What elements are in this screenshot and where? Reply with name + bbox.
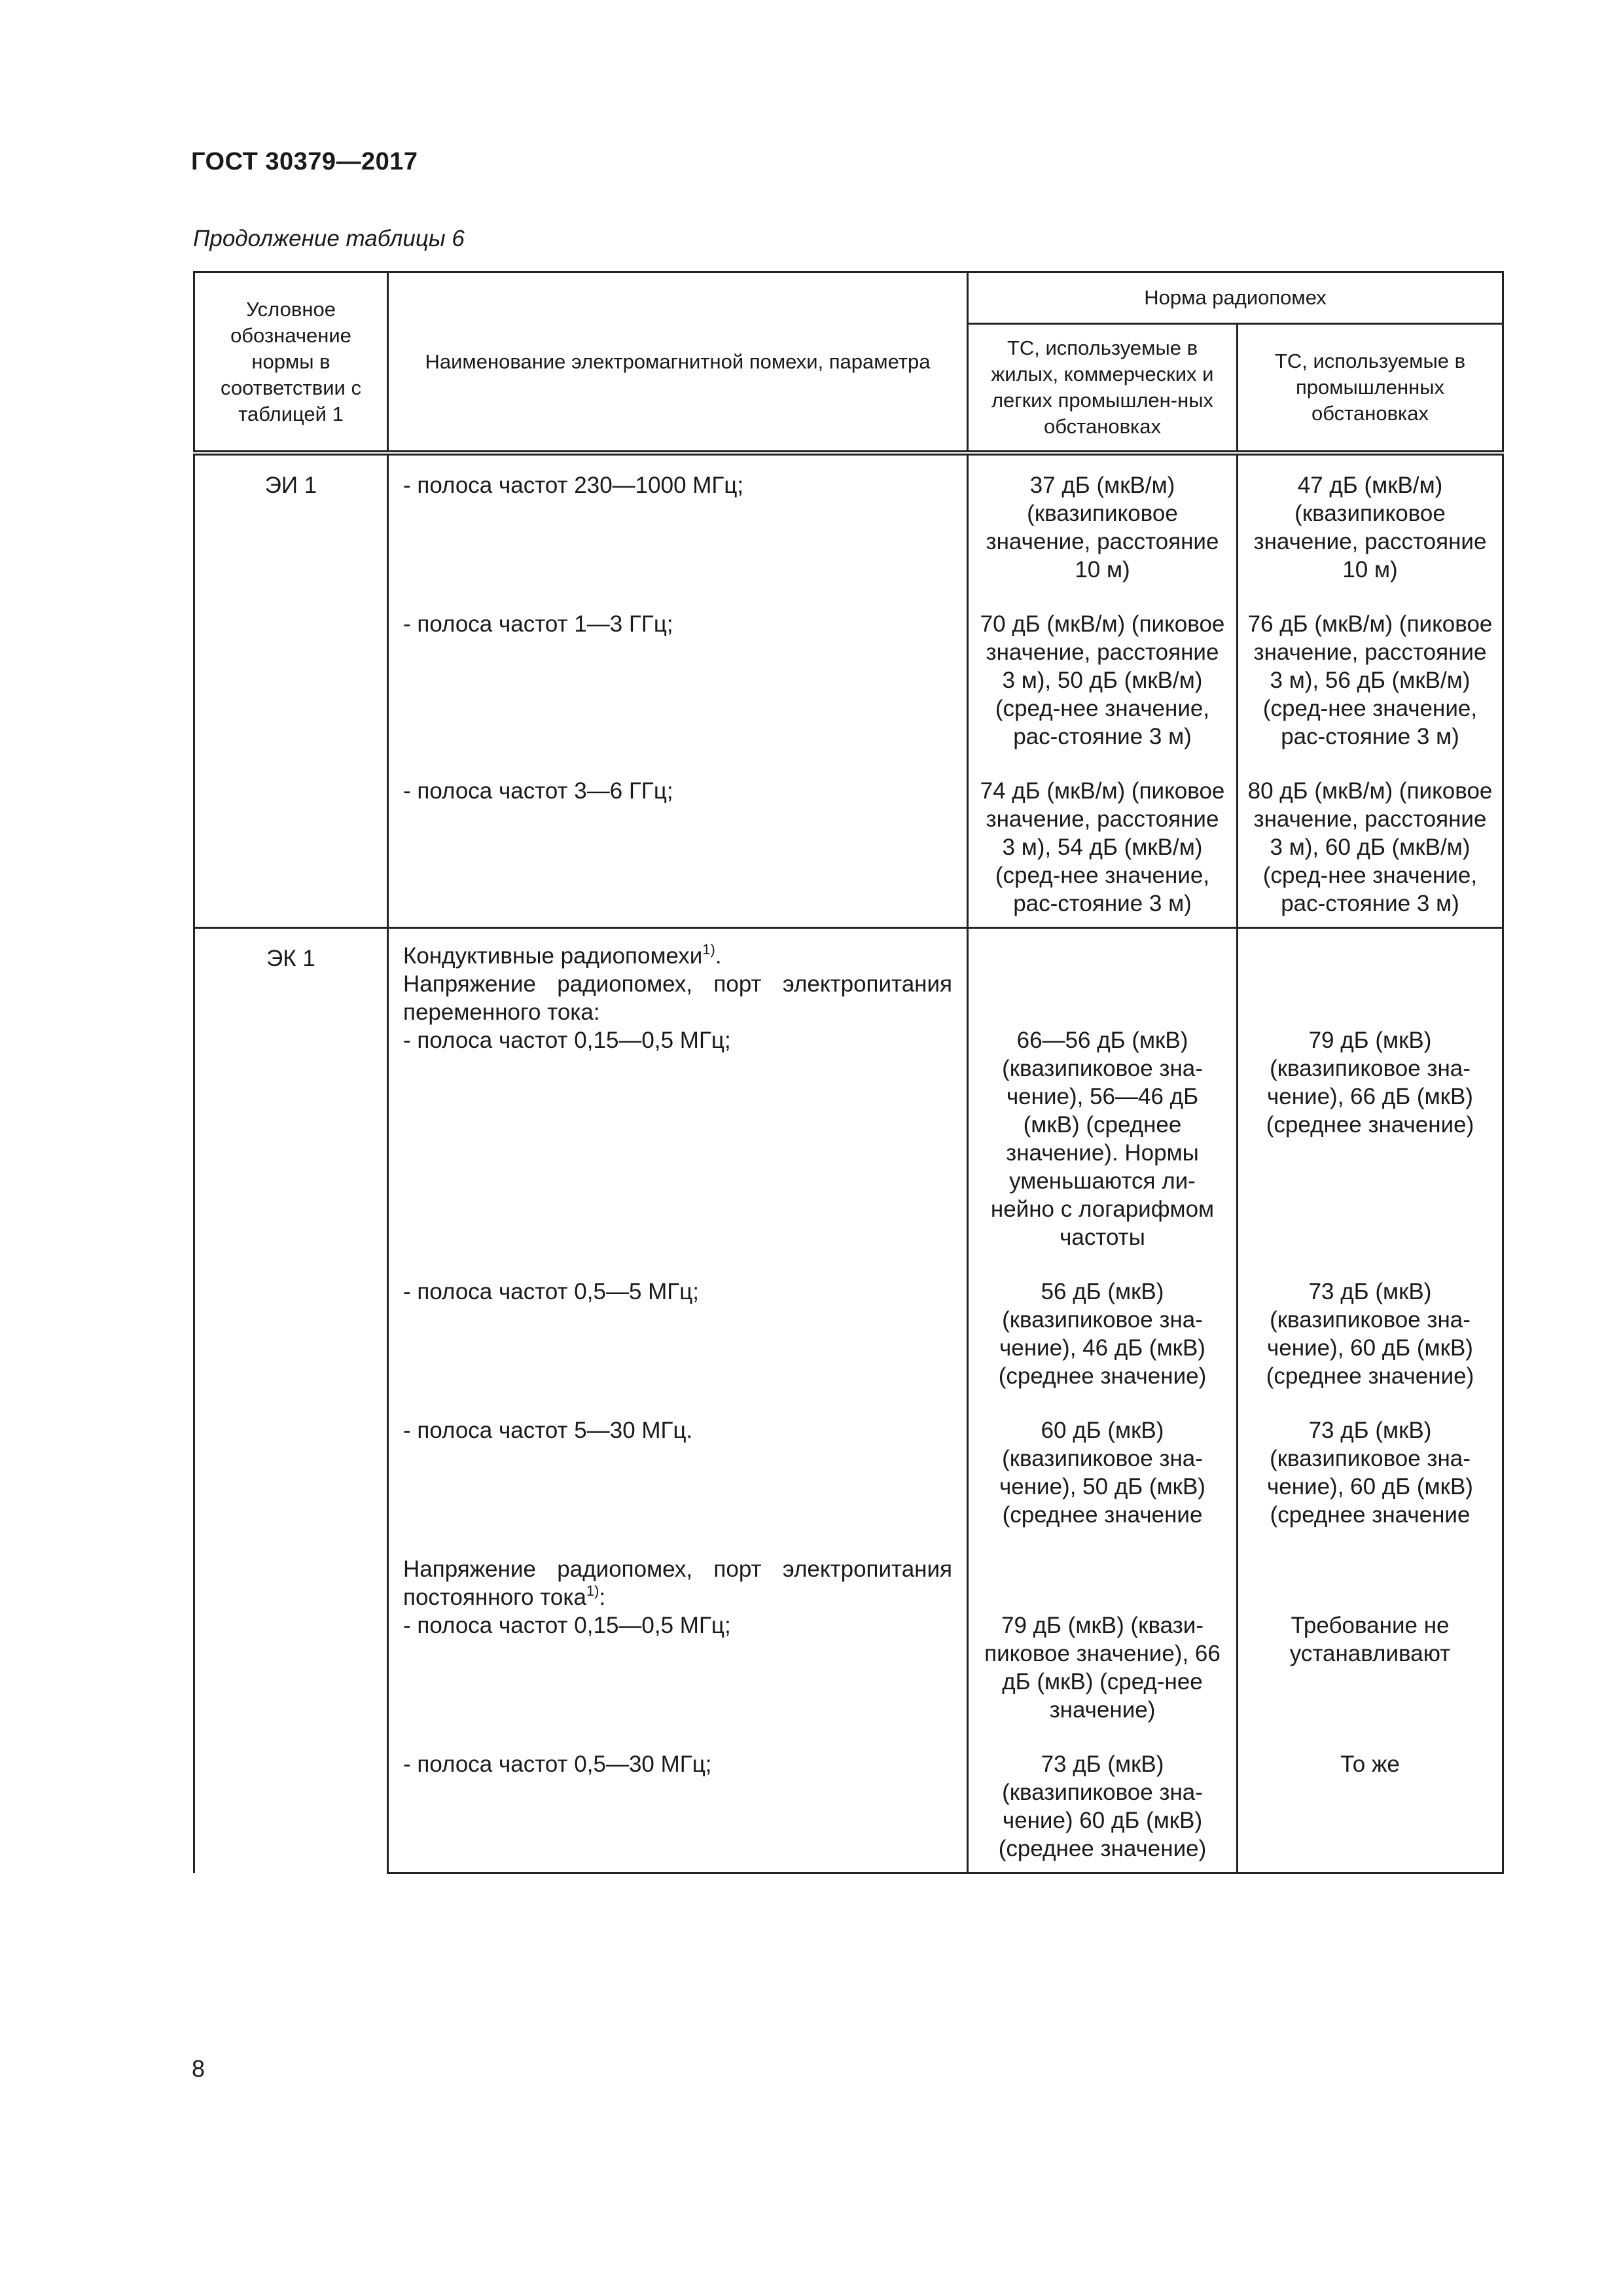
document-title: ГОСТ 30379—2017 bbox=[191, 148, 418, 175]
table-caption: Продолжение таблицы 6 bbox=[193, 226, 465, 251]
residential-value: 74 дБ (мкВ/м) (пиковое значение, расстояние 3 м), 54 дБ (мкВ/м) (сред-нее значение, рас-стояние 3 м) bbox=[980, 778, 1225, 916]
table-row bbox=[194, 1278, 1503, 1416]
header-industrial: ТС, используемые в промышленных обстановках bbox=[1238, 324, 1503, 454]
table-row bbox=[194, 1416, 1503, 1555]
code-ek1: ЭК 1 bbox=[194, 928, 388, 1873]
industrial-value: 73 дБ (мкВ) (квазипиковое зна-чение), 60 дБ (мкВ) (среднее значение bbox=[1267, 1418, 1473, 1528]
param-cell: - полоса частот 230—1000 МГц; bbox=[403, 473, 744, 498]
page-number: 8 bbox=[192, 2055, 205, 2082]
norms-table bbox=[193, 271, 1504, 1874]
header-code: Условное обозначение нормы в соответствии с таблицей 1 bbox=[194, 272, 388, 454]
table-row bbox=[194, 777, 1503, 928]
intro-line: Кондуктивные радиопомехи$^{1)}$. bbox=[403, 941, 722, 969]
industrial-value: 73 дБ (мкВ) (квазипиковое зна-чение), 60 дБ (мкВ) (среднее значение) bbox=[1266, 1279, 1474, 1389]
industrial-value: 79 дБ (мкВ) (квазипиковое зна-чение), 66 дБ (мкВ) (среднее значение) bbox=[1266, 1028, 1474, 1138]
header-parameter: Наименование электромагнитной помехи, параметра bbox=[388, 272, 968, 454]
table-row bbox=[194, 1026, 1503, 1278]
param-cell: - полоса частот 0,5—30 МГц; bbox=[403, 1751, 712, 1777]
code-ei1: ЭИ 1 bbox=[194, 453, 388, 928]
residential-value: 66—56 дБ (мкВ) (квазипиковое зна-чение), 56—46 дБ (мкВ) (среднее значение). Нормы уменьшаются ли-нейно с логарифмом частоты bbox=[990, 1028, 1215, 1250]
industrial-value: 76 дБ (мкВ/м) (пиковое значение, расстояние 3 м), 56 дБ (мкВ/м) (сред-нее значение, рас-стояние 3 м) bbox=[1247, 611, 1493, 749]
table-row bbox=[194, 453, 1503, 610]
intro-line: Напряжение радиопомех, порт электропитания переменного тока: bbox=[403, 971, 952, 1025]
industrial-value: То же bbox=[1340, 1751, 1400, 1777]
residential-value: 56 дБ (мкВ) (квазипиковое зна-чение), 46 дБ (мкВ) (среднее значение) bbox=[998, 1279, 1207, 1389]
industrial-value: Требование не устанавливают bbox=[1289, 1613, 1451, 1666]
residential-value: 79 дБ (мкВ) (квази-пиковое значение), 66 дБ (мкВ) (сред-нее значение) bbox=[984, 1613, 1221, 1723]
residential-value: 37 дБ (мкВ/м) (квазипиковое значение, расстояние 10 м) bbox=[986, 473, 1219, 583]
table-row bbox=[194, 1750, 1503, 1873]
industrial-value: 80 дБ (мкВ/м) (пиковое значение, расстояние 3 м), 60 дБ (мкВ/м) (сред-нее значение, рас-стояние 3 м) bbox=[1247, 778, 1493, 916]
header-norm: Норма радиопомех bbox=[968, 272, 1503, 324]
residential-value: 70 дБ (мкВ/м) (пиковое значение, расстояние 3 м), 50 дБ (мкВ/м) (сред-нее значение, рас-стояние 3 м) bbox=[980, 611, 1225, 749]
header-residential: ТС, используемые в жилых, коммерческих и легких промышлен-ных обстановках bbox=[968, 324, 1238, 454]
param-cell: - полоса частот 5—30 МГц. bbox=[403, 1418, 693, 1443]
table-row bbox=[194, 1555, 1503, 1611]
table-row bbox=[194, 610, 1503, 777]
param-cell: - полоса частот 0,15—0,5 МГц; bbox=[403, 1613, 731, 1638]
param-cell: - полоса частот 3—6 ГГц; bbox=[403, 778, 673, 804]
dc-intro: Напряжение радиопомех, порт электропитания постоянного тока$^{1)}$: bbox=[403, 1556, 952, 1610]
table-row bbox=[194, 928, 1503, 1027]
param-cell: - полоса частот 0,15—0,5 МГц; bbox=[403, 1028, 731, 1053]
residential-value: 73 дБ (мкВ) (квазипиковое зна-чение) 60 дБ (мкВ) (среднее значение) bbox=[998, 1751, 1207, 1861]
industrial-value: 47 дБ (мкВ/м) (квазипиковое значение, расстояние 10 м) bbox=[1253, 473, 1487, 583]
param-cell: - полоса частот 1—3 ГГц; bbox=[403, 611, 673, 637]
param-cell: - полоса частот 0,5—5 МГц; bbox=[403, 1279, 700, 1304]
residential-value: 60 дБ (мкВ) (квазипиковое зна-чение), 50 дБ (мкВ) (среднее значение bbox=[999, 1418, 1205, 1528]
table-row bbox=[194, 1611, 1503, 1750]
